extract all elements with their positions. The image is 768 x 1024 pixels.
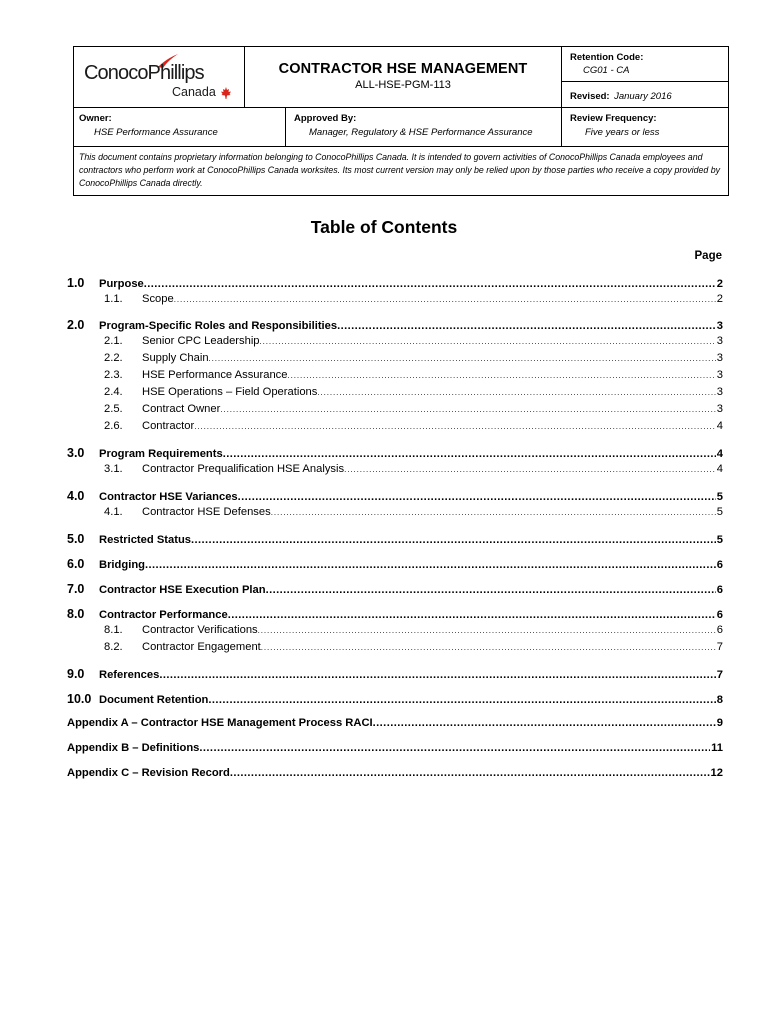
toc-entry-title[interactable]: Senior CPC Leadership [142,335,260,347]
toc-entry-page-number: 3 [716,320,723,332]
toc-entry-title[interactable]: HSE Performance Assurance [142,369,288,381]
toc-entry[interactable] [67,403,723,415]
toc-entry-page-number: 3 [716,369,723,381]
toc-entry[interactable] [67,369,723,381]
toc-dot-leader [228,609,716,621]
toc-entry-page-number: 6 [716,624,723,636]
revised-value: January 2016 [614,91,672,102]
toc-title: Table of Contents [310,217,458,237]
document-title-cell [245,47,562,107]
toc-dot-leader [208,694,715,706]
document-title: CONTRACTOR HSE MANAGEMENT [278,61,528,77]
toc-entry-page-number: 8 [716,694,723,706]
toc-entry[interactable] [67,318,723,332]
toc-entry-page-number: 2 [716,278,723,290]
toc-entry-title[interactable]: Contractor Engagement [142,641,261,653]
toc-entry-title[interactable]: Appendix C – Revision Record [67,767,230,779]
toc-dot-leader [238,491,716,503]
toc-entry-number: 2.0 [67,318,85,332]
toc-entry-number: 2.1. [104,335,123,347]
toc-entry-page-number: 11 [711,742,723,754]
toc-entry[interactable] [67,641,723,653]
toc-entry[interactable] [67,557,723,571]
toc-entry-page-number: 4 [716,448,723,460]
proprietary-notice: This document contains proprietary information belonging to ConocoPhillips Canada. It is intended to govern activities of ConocoPhillips Canada employees and contractors who perform work at ConocoPhillips Canada worksites. Its most current version may only be relied upon by those parties who receive a copy provided by ConocoPhillips Canada directly. [79,152,721,188]
toc-entry[interactable] [67,742,723,754]
toc-entry-number: 2.4. [104,386,123,398]
toc-entry[interactable] [67,276,723,290]
maple-leaf-icon [220,87,232,99]
approved-by-value: Manager, Regulatory & HSE Performance Assurance [309,127,533,138]
toc-entry-number: 3.1. [104,463,123,475]
toc-dot-leader [373,717,716,729]
toc-dot-leader [288,369,716,381]
toc-dot-leader [191,534,716,546]
toc-entry-title[interactable]: Appendix A – Contractor HSE Management Process RACI [67,717,373,729]
review-frequency-value: Five years or less [585,127,660,138]
toc-entry[interactable] [67,386,723,398]
logo-region-text: Canada [172,85,216,99]
toc-entry-title[interactable]: Contractor Verifications [142,624,258,636]
retention-code-label: Retention Code: [570,52,644,63]
toc-entry-title[interactable]: Program-Specific Roles and Responsibilities [99,320,338,332]
toc-entry[interactable] [67,420,723,432]
owner-label: Owner: [79,113,112,124]
toc-entry[interactable] [67,692,723,706]
toc-entry-number: 4.1. [104,506,123,518]
toc-entry[interactable] [67,532,723,546]
toc-entry-title[interactable]: Contractor HSE Defenses [142,506,271,518]
revised-cell [562,82,728,107]
toc-entry-number: 8.0 [67,607,85,621]
toc-entry[interactable] [67,463,723,475]
toc-entry-title[interactable]: Contractor Performance [99,609,228,621]
toc-entry-page-number: 6 [716,609,723,621]
toc-entry-number: 2.2. [104,352,123,364]
toc-dot-leader [223,448,716,460]
toc-entry-page-number: 3 [716,403,723,415]
review-frequency-label: Review Frequency: [570,113,657,124]
toc-entry-page-number: 5 [716,491,723,503]
toc-dot-leader [230,767,710,779]
toc-entry-page-number: 5 [716,534,723,546]
toc-entry-title[interactable]: Purpose [99,278,144,290]
toc-dot-leader [337,320,716,332]
toc-entry-title[interactable]: Contractor Prequalification HSE Analysis [142,463,345,475]
toc-page-column-header: Page [694,250,722,262]
toc-entry[interactable] [67,667,723,681]
toc-dot-leader [174,293,716,305]
toc-dot-leader [159,669,715,681]
document-header-table [73,46,729,196]
toc-entry[interactable] [67,446,723,460]
owner-value: HSE Performance Assurance [94,127,218,138]
toc-dot-leader [220,403,715,415]
toc-entry-number: 2.5. [104,403,123,415]
toc-entry-number: 2.6. [104,420,123,432]
toc-entry-page-number: 9 [716,717,723,729]
toc-dot-leader [209,352,716,364]
toc-entry-title[interactable]: Scope [142,293,174,305]
toc-entry-page-number: 4 [716,463,723,475]
toc-entry[interactable] [67,352,723,364]
toc-entry-page-number: 7 [716,669,723,681]
approved-by-cell [286,108,562,146]
toc-entry-page-number: 5 [716,506,723,518]
toc-entry-page-number: 2 [716,293,723,305]
toc-entry[interactable] [67,335,723,347]
toc-entry-number: 1.1. [104,293,123,305]
toc-dot-leader [344,463,716,475]
toc-entry[interactable] [67,582,723,596]
toc-entry-title[interactable]: Contractor [142,420,195,432]
toc-entry-number: 7.0 [67,582,85,596]
toc-dot-leader [271,506,716,518]
retention-code-cell [562,47,728,82]
toc-entry-page-number: 6 [716,584,723,596]
toc-entry-number: 8.2. [104,641,123,653]
toc-entry-title[interactable]: Contractor HSE Variances [99,491,238,503]
toc-entry-number: 2.3. [104,369,123,381]
toc-entry[interactable] [67,489,723,503]
toc-entry-number: 3.0 [67,446,85,460]
toc-dot-leader [317,386,715,398]
toc-entry[interactable] [67,607,723,621]
toc-entry[interactable] [67,624,723,636]
toc-entry-title[interactable]: References [99,669,160,681]
toc-entry-title[interactable]: Document Retention [99,694,209,706]
toc-entry-number: 4.0 [67,489,85,503]
toc-entry-title[interactable]: Supply Chain [142,352,209,364]
retention-code-value: CG01 - CA [583,65,630,76]
owner-cell [74,108,286,146]
toc-entry-number: 6.0 [67,557,85,571]
toc-entry-number: 5.0 [67,532,85,546]
toc-entry[interactable] [67,506,723,518]
toc-entry-number: 9.0 [67,667,85,681]
toc-dot-leader [199,742,710,754]
toc-entry[interactable] [67,717,723,729]
toc-entry-title[interactable]: Contractor HSE Execution Plan [99,584,266,596]
toc-entry-page-number: 3 [716,352,723,364]
toc-entry-title[interactable]: Program Requirements [99,448,223,460]
toc-entry-number: 10.0 [67,692,92,706]
toc-entry[interactable] [67,767,723,779]
toc-dot-leader [260,335,716,347]
toc-dot-leader [266,584,716,596]
toc-dot-leader [194,420,716,432]
toc-entry-page-number: 4 [716,420,723,432]
document-code: ALL-HSE-PGM-113 [355,79,451,91]
approved-by-label: Approved By: [294,113,357,124]
revised-label: Revised: [570,91,610,102]
company-logo [74,47,245,107]
toc-dot-leader [145,559,716,571]
toc-entry-title[interactable]: Bridging [99,559,145,571]
review-frequency-cell [562,108,728,146]
toc-entry-number: 1.0 [67,276,85,290]
toc-dot-leader [261,641,716,653]
logo-brand-text: ConocoPhillips [84,62,204,84]
toc-entry-title[interactable]: HSE Operations – Field Operations [142,386,318,398]
toc-entry-title[interactable]: Restricted Status [99,534,192,546]
toc-dot-leader [258,624,716,636]
toc-entry-page-number: 7 [716,641,723,653]
toc-entry-page-number: 3 [716,386,723,398]
toc-entry-page-number: 12 [710,767,723,779]
toc-dot-leader [144,278,716,290]
toc-entry-title[interactable]: Contract Owner [142,403,221,415]
toc-entry-page-number: 3 [716,335,723,347]
toc-entry-page-number: 6 [716,559,723,571]
toc-entry[interactable] [67,293,723,305]
toc-entry-number: 8.1. [104,624,123,636]
toc-entry-title[interactable]: Appendix B – Definitions [67,742,200,754]
